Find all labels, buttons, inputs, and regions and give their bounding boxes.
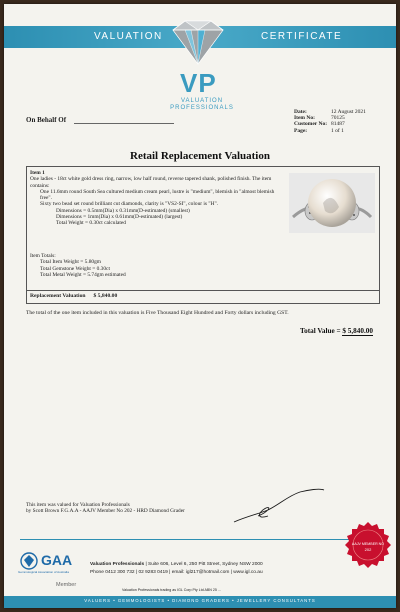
logo-subtitle-line2: PROFESSIONALS: [170, 105, 234, 111]
footer-address-line1: [90, 561, 263, 569]
meta-key: Customer No:: [294, 121, 328, 128]
replacement-valuation: [30, 293, 117, 299]
footer-trading: Valuation Professionals trading as IGL Corp Pty Ltd ABN 25 ...: [122, 588, 221, 592]
meta-value: 1 of 1: [331, 127, 344, 134]
footer-services: VALUERS • GEMMOLOGISTS • DIAMOND GRADERS • JEWELLERY CONSULTANTS: [84, 598, 316, 603]
totals-gem-weight: Total Gemstone Weight = 0.30ct: [40, 265, 110, 272]
total-value-amount: $ 5,840.00: [342, 327, 373, 335]
total-sentence: The total of the one item included in this valuation is Five Thousand Eight Hundred and Forty dollars including GST.: [26, 310, 289, 316]
ring-photo: [289, 173, 375, 233]
header-right-label: CERTIFICATE: [261, 31, 343, 42]
certificate-page: [4, 4, 396, 608]
gaa-subtitle: Gemmological Association of Australia: [18, 570, 69, 574]
totals-item-weight: Total Item Weight = 5.80gm: [40, 259, 101, 266]
seal-text-2: 202: [364, 547, 372, 552]
meta-value: 12 August 2021: [331, 109, 366, 115]
on-behalf-underline: [74, 123, 174, 124]
item-description-text: One ladies - 18ct white gold dress ring, narrow, low half round, reverse tapered shank, polished finish. The item contains:: [30, 176, 272, 189]
certificate-meta: [294, 109, 366, 134]
prepared-line1: This item was valued for Valuation Professionals: [26, 502, 130, 508]
replacement-amount: $ 5,840.00: [93, 293, 118, 299]
gaa-member-label: Member: [56, 582, 77, 588]
item-heading: Item 1: [30, 170, 45, 176]
seal-text-1: AAJV MEMBER NO: [351, 542, 385, 546]
footer-street: | Suite 606, Level 6, 250 Pitt Street, Sydney NSW 2000: [144, 562, 263, 567]
footer-contact: Phone 0412 300 732 | 02 9283 0419 | email: igl217@hotmail.com | www.igl.co.au: [90, 569, 263, 575]
footer-address: [90, 561, 263, 576]
item-totals: [30, 253, 126, 278]
replacement-label: Replacement Valuation: [30, 293, 86, 299]
prepared-by: [26, 502, 185, 515]
meta-row-page: [294, 128, 366, 134]
footer-divider: [20, 539, 380, 540]
meta-key: Page:: [294, 127, 308, 134]
item-total-weight: Total Weight = 0.30ct calculated: [56, 220, 126, 227]
item-dim-small: Dimensions = 0.5mm(Dia) x 0.31mm(D-estimated) (smallest): [56, 207, 190, 214]
meta-key: Item No:: [294, 115, 315, 122]
total-value-label: Total Value =: [300, 327, 343, 335]
box-divider: [27, 290, 379, 291]
totals-metal-weight: Total Metal Weight = 5.74gm estimated: [40, 271, 126, 278]
item-box: [26, 166, 380, 304]
item-diamonds: Sixty two bead set round brilliant cut diamonds, clarity is "VS2-SI", colour is "H".: [40, 201, 218, 208]
logo-subtitle-line1: VALUATION: [180, 98, 224, 104]
diamond-logo-icon: [165, 18, 231, 74]
header-left-label: VALUATION: [94, 31, 163, 42]
meta-value: 70125: [331, 115, 345, 122]
logo-vp-text: VP: [180, 68, 217, 98]
item-dim-large: Dimensions = 1mm(Dia) x 0.61mm(D-estimated) (largest): [56, 214, 183, 221]
totals-heading: Item Totals:: [30, 253, 56, 259]
document-title: Retail Replacement Valuation: [130, 150, 270, 162]
item-pearl: One 11.6mm round South Sea cultured medium cream pearl, lustre is "medium", blemish in "almost blemish free".: [40, 188, 275, 202]
total-value: [300, 327, 373, 335]
meta-key: Date:: [294, 109, 307, 115]
on-behalf-label: On Behalf Of: [26, 116, 67, 124]
item-description: [30, 170, 285, 227]
footer-company: Valuation Professionals: [90, 562, 145, 567]
meta-value: 81487: [331, 121, 345, 128]
aajv-seal-icon: [342, 521, 394, 573]
gaa-logo-text: GAA: [41, 552, 73, 568]
logo-subtitle: [164, 98, 240, 112]
prepared-line2: by Scott Brown F.G.A.A - AAJV Member No 202 - HRD Diamond Grader: [26, 508, 185, 515]
valuer-signature: [228, 486, 328, 526]
